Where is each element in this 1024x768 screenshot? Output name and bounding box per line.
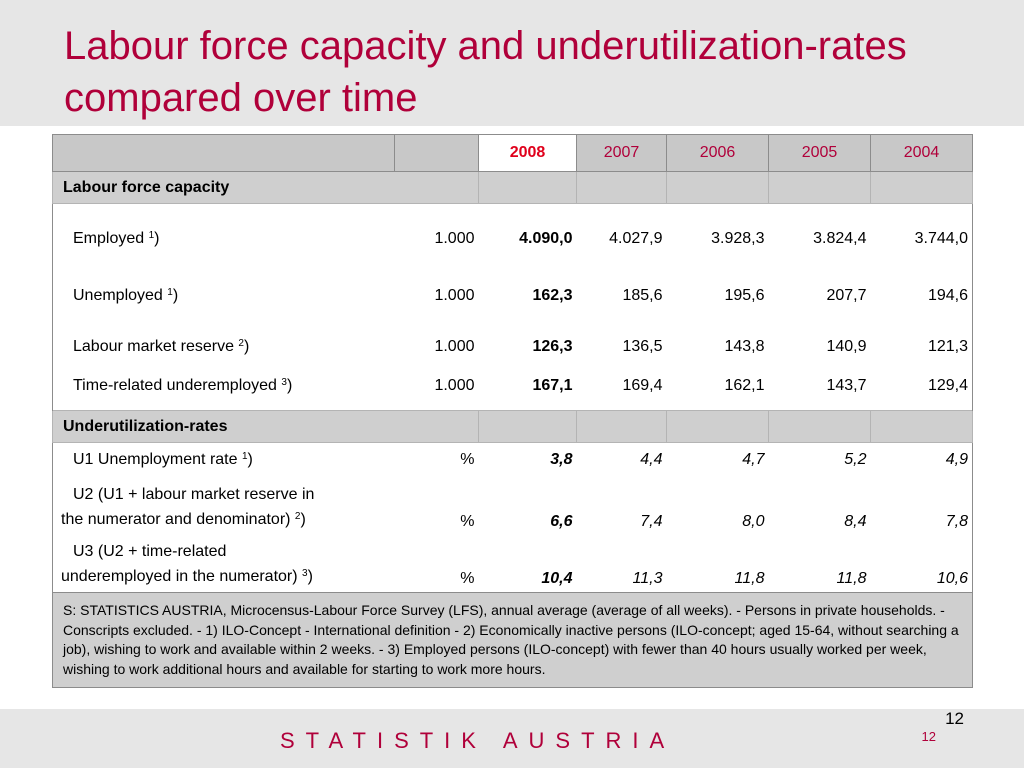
value-cell-2005: 3.824,4 <box>813 230 867 248</box>
value-cell-2005: 11,8 <box>836 570 867 587</box>
table-row <box>53 535 973 593</box>
value-cell-2005: 8,4 <box>844 512 867 530</box>
value-cell-2007: 136,5 <box>622 338 663 355</box>
row-label-text: Labour market reserve <box>73 338 234 355</box>
footnote-marker: 2 <box>238 338 244 349</box>
row-label: Labour market reserve $^2$) <box>53 322 395 373</box>
unit-cell: 1.000 <box>434 338 475 355</box>
row-label-line1: U3 (U2 + time-related <box>73 543 227 560</box>
value-cell-2004: 10,6 <box>871 535 973 593</box>
value-cell-2007: 169,4 <box>622 376 663 394</box>
header-blank <box>53 135 395 172</box>
unit-cell: 1.000 <box>434 230 475 248</box>
table-row <box>53 271 973 322</box>
value-cell-2007: 4,4 <box>640 450 663 468</box>
footnote-marker: 1 <box>241 450 248 462</box>
value-cell-2004: 194,6 <box>871 271 973 322</box>
row-label: Time-related underemployed $^3$) <box>53 373 395 411</box>
value-cell-2005: 5,2 <box>844 450 867 468</box>
data-table <box>52 134 973 688</box>
unit-cell: 1.000 <box>434 376 475 394</box>
row-label-text: Unemployed <box>73 287 163 304</box>
footnote-marker: 3 <box>281 376 287 388</box>
row-label: U2 (U1 + labour market reserve in the numerator and denominator) $^2$) <box>53 477 395 535</box>
header-unit-blank <box>395 135 479 172</box>
row-label: Unemployed $^1$) <box>53 271 395 322</box>
row-label-line1: U2 (U1 + labour market reserve in <box>73 485 315 503</box>
unit-cell: 1.000 <box>434 287 475 304</box>
value-cell-2006: 8,0 <box>742 512 765 530</box>
section-row-capacity <box>53 172 973 204</box>
row-label-text: Time-related underemployed <box>73 376 277 394</box>
value-cell-2008: 6,6 <box>479 477 577 535</box>
value-cell-2008: 4.090,0 <box>479 204 577 271</box>
value-cell-2008: 3,8 <box>479 443 577 477</box>
unit-cell: % <box>460 512 475 530</box>
section-label-rates: Underutilization-rates <box>53 411 479 443</box>
row-label: U1 Unemployment rate $^1$) <box>53 443 395 477</box>
row-label-line2: the numerator and denominator) <box>61 510 291 528</box>
row-label-line2: underemployed in the numerator) <box>61 568 298 585</box>
value-cell-2008: 167,1 <box>479 373 577 411</box>
value-cell-2006: 143,8 <box>724 338 765 355</box>
footnote-marker: 2 <box>294 510 301 522</box>
source-note: S: STATISTICS AUSTRIA, Microcensus-Labour Force Survey (LFS), annual average (average of all weeks). - Persons in private households. - Conscripts excluded. - 1) ILO-Concept - International definition - 2) Economically inactive persons (ILO-concept; aged 15-64, without searching a job), wishing to work and available within 2 weeks. - 3) Employed persons (ILO-concept) with fewer than 40 hours usually worked per week, wishing to work additional hours and available for starting to work more hours. <box>53 593 973 688</box>
section-row-rates <box>53 411 973 443</box>
value-cell-2006: 11,8 <box>734 570 765 587</box>
value-cell-2007: 11,3 <box>632 570 663 587</box>
header-row <box>53 135 973 172</box>
row-label-text: U1 Unemployment rate <box>73 450 238 468</box>
table-row <box>53 322 973 373</box>
value-cell-2006: 195,6 <box>724 287 765 304</box>
header-year-2008: 2008 <box>479 135 577 172</box>
value-cell-2004: 7,8 <box>871 477 973 535</box>
table-row <box>53 373 973 411</box>
value-cell-2008: 10,4 <box>479 535 577 593</box>
value-cell-2006: 162,1 <box>724 376 765 394</box>
value-cell-2004: 129,4 <box>871 373 973 411</box>
footnote-marker: 1 <box>167 287 173 298</box>
unit-cell: % <box>460 450 475 468</box>
value-cell-2008: 162,3 <box>479 271 577 322</box>
row-label: Employed $^1$) <box>53 204 395 271</box>
value-cell-2005: 143,7 <box>826 376 867 394</box>
footer-brand: STATISTIK AUSTRIA <box>280 728 676 753</box>
section-label-capacity: Labour force capacity <box>53 172 479 204</box>
slide-title: Labour force capacity and underutilization-rates compared over time <box>64 24 907 120</box>
header-year-2004: 2004 <box>871 135 973 172</box>
page-number-footer: 12 <box>921 729 936 744</box>
table-row <box>53 443 973 477</box>
header-year-2005: 2005 <box>769 135 871 172</box>
page-number: 12 <box>945 709 964 728</box>
unit-cell: % <box>460 570 475 587</box>
value-cell-2004: 3.744,0 <box>871 204 973 271</box>
value-cell-2006: 4,7 <box>742 450 765 468</box>
value-cell-2006: 3.928,3 <box>711 230 765 248</box>
value-cell-2004: 121,3 <box>871 322 973 373</box>
value-cell-2007: 185,6 <box>622 287 663 304</box>
source-note-row <box>53 593 973 688</box>
value-cell-2008: 126,3 <box>479 322 577 373</box>
table-row <box>53 477 973 535</box>
value-cell-2004: 4,9 <box>871 443 973 477</box>
row-label: U3 (U2 + time-related underemployed in the numerator) $^3$) <box>53 535 395 593</box>
header-year-2007: 2007 <box>577 135 667 172</box>
table-row <box>53 204 973 271</box>
value-cell-2007: 4.027,9 <box>609 230 663 248</box>
footnote-marker: 3 <box>302 568 308 579</box>
header-year-2006: 2006 <box>667 135 769 172</box>
footnote-marker: 1 <box>148 230 155 242</box>
value-cell-2005: 140,9 <box>826 338 867 355</box>
value-cell-2007: 7,4 <box>640 512 663 530</box>
row-label-text: Employed <box>73 230 145 248</box>
value-cell-2005: 207,7 <box>826 287 867 304</box>
